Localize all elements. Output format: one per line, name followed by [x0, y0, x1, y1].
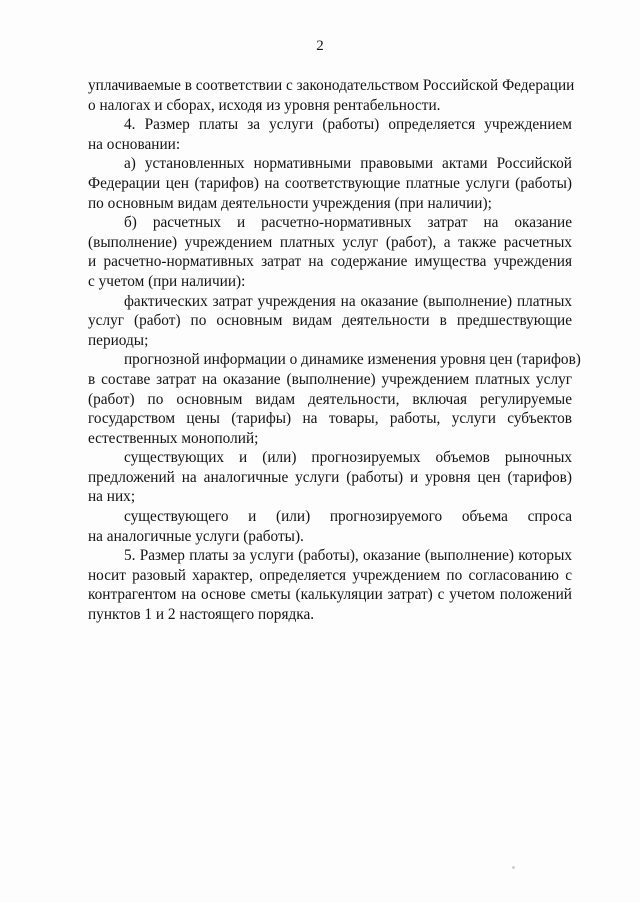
text-line: уплачиваемые в соответствии с законодательством Российской Федерации [88, 77, 575, 94]
paragraph-start-line: 4. Размер платы за услуги (работы) определяется учреждением [124, 116, 572, 134]
paragraph-start-line: 5. Размер платы за услуги (работы), оказание (выполнение) которых [124, 547, 572, 565]
page-number: 2 [316, 38, 324, 54]
text-line: Федерации цен (тарифов) на соответствующие платные услуги (работы) [88, 174, 572, 192]
paragraph-start-line: существующих и (или) прогнозируемых объемов рыночных [124, 449, 572, 467]
text-line: и расчетно-нормативных затрат на содержание имущества учреждения [88, 253, 572, 271]
document-body [88, 76, 581, 625]
paragraph-start-line: существующего и (или) прогнозируемого объема спроса [124, 508, 572, 526]
paragraph-start-line: а) установленных нормативными правовыми актами Российской [124, 155, 572, 173]
text-line: на аналогичные услуги (работы). [88, 527, 304, 545]
text-line: по основным видам деятельности учреждения (при наличии); [88, 194, 492, 212]
paragraph-start-line: фактических затрат учреждения на оказание (выполнение) платных [124, 292, 572, 310]
text-line: услуг (работ) по основным видам деятельности в предшествующие [88, 312, 572, 330]
text-line: периоды; [88, 331, 149, 349]
scan-speck [512, 866, 515, 869]
text-line: с учетом (при наличии): [88, 272, 246, 290]
text-line: на них; [88, 488, 136, 506]
text-line: в составе затрат на оказание (выполнение) учреждением платных услуг [88, 370, 572, 388]
text-line: государством цены (тарифы) на товары, работы, услуги субъектов [88, 410, 572, 428]
text-line: (выполнение) учреждением платных услуг (работ), а также расчетных [88, 233, 572, 251]
text-line: о налогах и сборах, исходя из уровня рентабельности. [88, 96, 441, 114]
text-line: контрагентом на основе сметы (калькуляции затрат) с учетом положений [88, 586, 572, 604]
text-line: предложений на аналогичные услуги (работы) и уровня цен (тарифов) [88, 468, 572, 486]
text-line: на основании: [88, 135, 181, 153]
text-line: естественных монополий; [88, 429, 259, 447]
text-line: пунктов 1 и 2 настоящего порядка. [88, 606, 315, 624]
text-line: носит разовый характер, определяется учреждением по согласованию с [88, 566, 572, 584]
text-line: (работ) по основным видам деятельности, включая регулируемые [88, 390, 572, 408]
paragraph-start-line: прогнозной информации о динамике изменения уровня цен (тарифов) [124, 351, 581, 369]
paragraph-start-line: б) расчетных и расчетно-нормативных затрат на оказание [124, 214, 572, 232]
